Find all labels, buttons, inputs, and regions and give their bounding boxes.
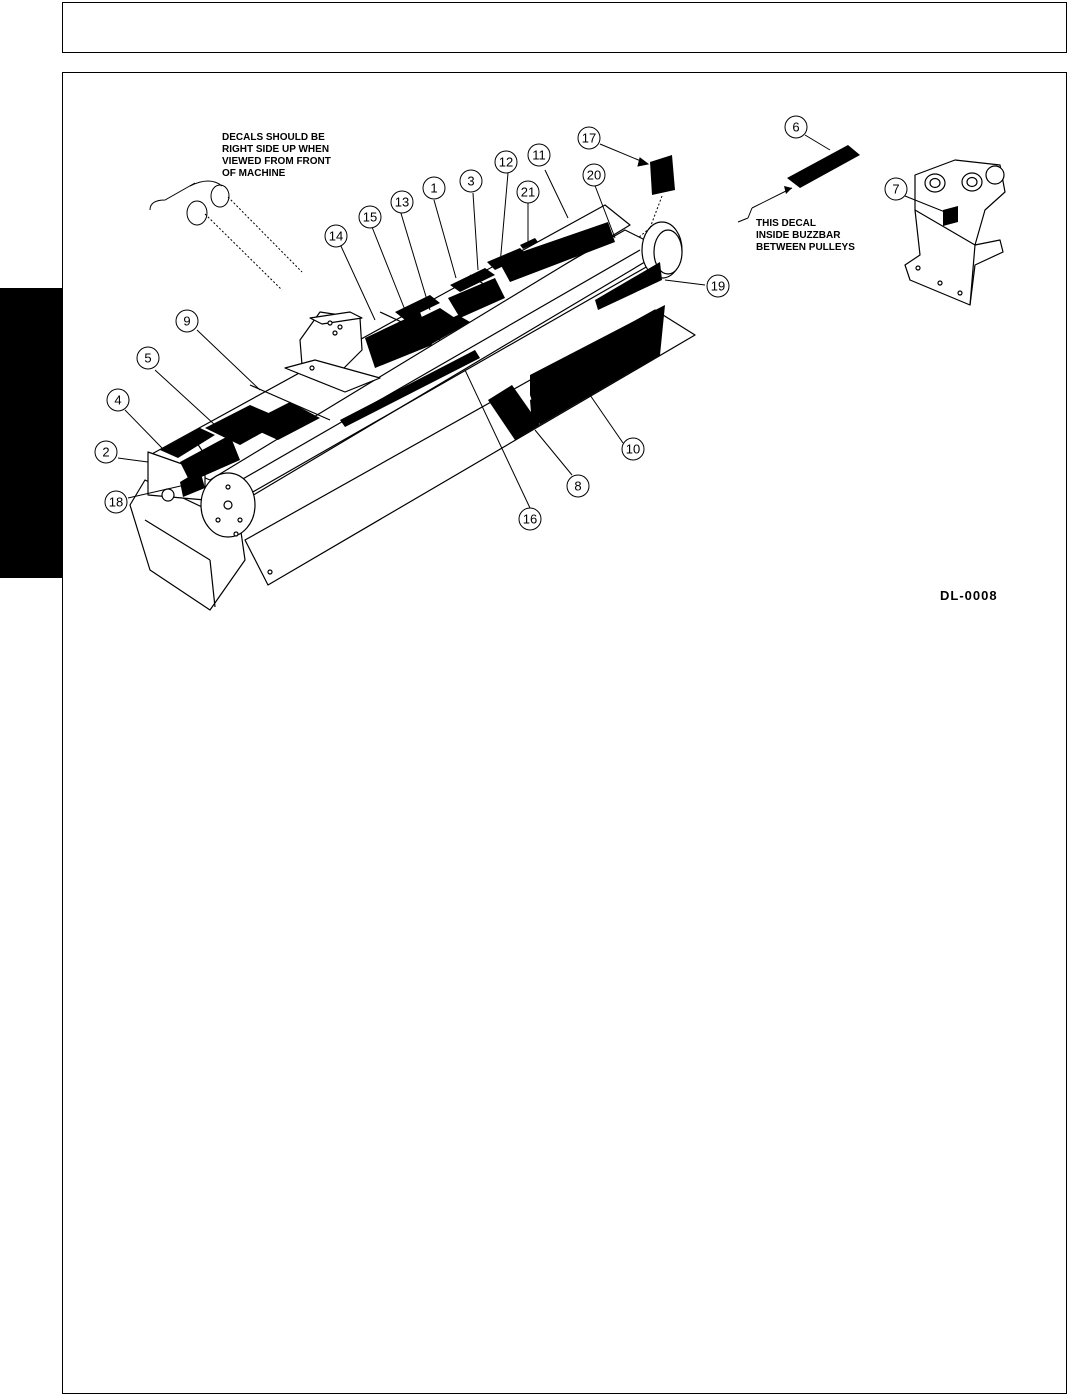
svg-text:7: 7 xyxy=(892,181,900,197)
mount-bracket xyxy=(905,160,1005,305)
callout-17 xyxy=(578,127,600,149)
callout-7 xyxy=(885,178,907,200)
callout-11 xyxy=(528,144,550,166)
callout-21 xyxy=(517,181,539,203)
svg-text:1: 1 xyxy=(430,180,438,196)
svg-text:11: 11 xyxy=(532,147,546,163)
svg-text:18: 18 xyxy=(108,494,124,510)
svg-text:13: 13 xyxy=(394,194,410,210)
svg-text:DECALS SHOULD BE: DECALS SHOULD BE xyxy=(222,132,325,143)
svg-text:12: 12 xyxy=(498,154,514,170)
note-decal-orientation xyxy=(222,132,331,179)
svg-text:10: 10 xyxy=(625,441,641,457)
svg-text:15: 15 xyxy=(362,209,378,225)
callout-5 xyxy=(137,347,159,369)
svg-text:INSIDE BUZZBAR: INSIDE BUZZBAR xyxy=(756,230,841,241)
svg-text:5: 5 xyxy=(144,350,152,366)
callout-6 xyxy=(785,116,807,138)
svg-text:3: 3 xyxy=(467,173,475,189)
callout-20 xyxy=(583,164,605,186)
callout-18 xyxy=(105,491,127,513)
callout-15 xyxy=(359,206,381,228)
svg-text:VIEWED FROM FRONT: VIEWED FROM FRONT xyxy=(222,156,331,167)
svg-text:6: 6 xyxy=(792,119,800,135)
callout-12 xyxy=(495,151,517,173)
mower-deck xyxy=(130,205,695,610)
note-buzzbar-decal xyxy=(756,218,855,253)
svg-text:2: 2 xyxy=(102,444,110,460)
svg-text:14: 14 xyxy=(328,228,344,244)
svg-text:THIS DECAL: THIS DECAL xyxy=(756,218,816,229)
svg-text:RIGHT SIDE UP WHEN: RIGHT SIDE UP WHEN xyxy=(222,144,330,155)
callout-13 xyxy=(391,191,413,213)
callout-4 xyxy=(107,389,129,411)
tube-sketch xyxy=(150,181,302,290)
decal-location-diagram xyxy=(0,0,1070,640)
svg-text:4: 4 xyxy=(114,392,122,408)
svg-text:17: 17 xyxy=(581,130,597,146)
svg-text:21: 21 xyxy=(520,184,536,200)
drawing-code: DL-0008 xyxy=(940,588,998,603)
svg-text:19: 19 xyxy=(710,278,726,294)
svg-text:BETWEEN PULLEYS: BETWEEN PULLEYS xyxy=(756,242,855,253)
callout-14 xyxy=(325,225,347,247)
svg-text:20: 20 xyxy=(586,167,602,183)
callout-10 xyxy=(622,438,644,460)
svg-text:8: 8 xyxy=(574,478,582,494)
svg-text:9: 9 xyxy=(183,313,191,329)
svg-text:16: 16 xyxy=(522,511,538,527)
decal-6-detail xyxy=(738,145,860,222)
callout-8 xyxy=(567,475,589,497)
callout-2 xyxy=(95,441,117,463)
svg-text:OF MACHINE: OF MACHINE xyxy=(222,168,286,179)
callout-16 xyxy=(519,508,541,530)
callout-1 xyxy=(423,177,445,199)
callout-3 xyxy=(460,170,482,192)
callout-19 xyxy=(707,275,729,297)
callout-9 xyxy=(176,310,198,332)
